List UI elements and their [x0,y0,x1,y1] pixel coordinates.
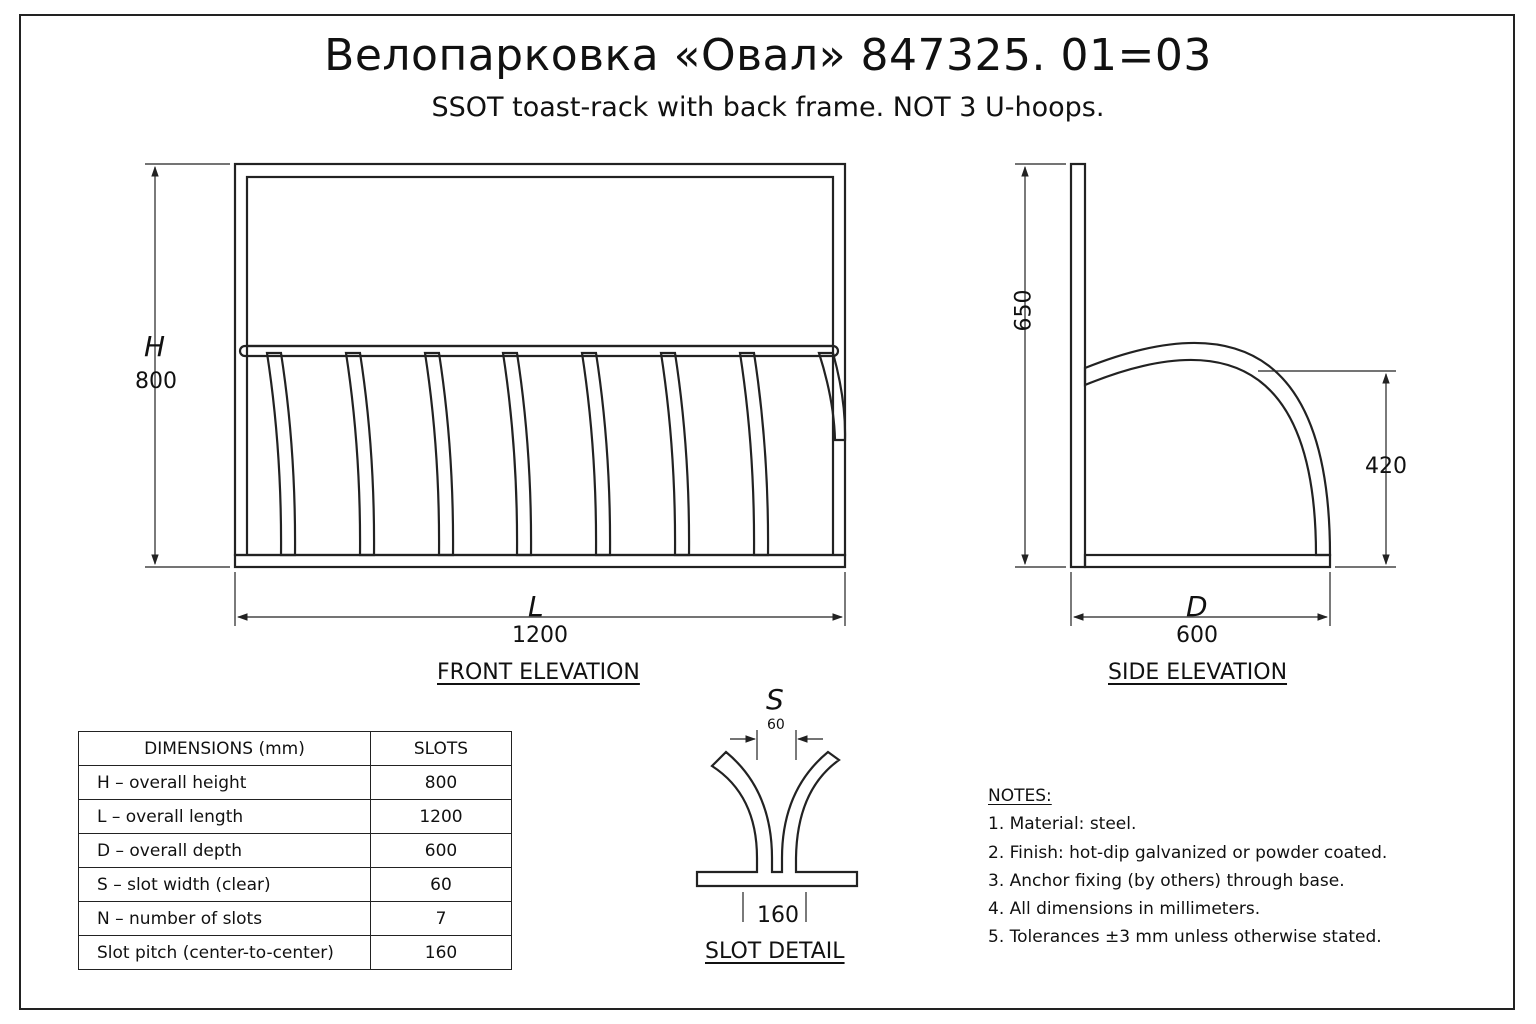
table-cell: 800 [371,766,512,800]
table-cell: N – number of slots [79,902,371,936]
side-elevation-title: SIDE ELEVATION [1108,660,1288,685]
table-row [79,766,512,800]
notes-block [988,782,1387,952]
front-slot-tines [267,353,845,555]
table-row [79,868,512,902]
slot-detail-title: SLOT DETAIL [705,939,845,964]
table-cell: 60 [371,868,512,902]
notes-heading: NOTES: [988,786,1052,806]
side-base-bar [1085,555,1330,567]
front-back-panel [247,177,833,346]
slot-profile [697,752,857,886]
slot-detail [697,730,857,922]
table-row [79,800,512,834]
table-cell: 1200 [371,800,512,834]
table-row [79,936,512,970]
front-top-rail [240,346,838,356]
front-l-symbol: L [528,590,544,623]
front-l-value: 1200 [512,623,568,648]
side-elevation [1015,164,1396,626]
table-cell: D – overall depth [79,834,371,868]
slot-s-symbol: S [766,683,784,716]
dimensions-table [78,731,512,970]
table-cell: 600 [371,834,512,868]
front-h-symbol: H [144,330,166,363]
side-back-post [1071,164,1085,567]
front-elevation-title: FRONT ELEVATION [437,660,640,685]
table-cell: L – overall length [79,800,371,834]
side-loop-value: 420 [1365,454,1407,479]
note-item: 1. Material: steel. [988,814,1137,835]
table-row [79,834,512,868]
side-height-value: 650 [1011,289,1037,332]
front-elevation [145,164,845,626]
table-header-cell: SLOTS [371,732,512,766]
note-item: 5. Tolerances ±3 mm unless otherwise stated. [988,927,1382,948]
front-base-bar [235,555,845,567]
note-item: 3. Anchor fixing (by others) through base. [988,870,1345,891]
side-d-symbol: D [1186,590,1208,623]
table-header-cell: DIMENSIONS (mm) [79,732,371,766]
slot-s-value: 60 [767,717,785,733]
slot-pitch-value: 160 [757,903,799,928]
drawing-subtitle: SSOT toast-rack with back frame. NOT 3 U-hoops. [431,92,1105,123]
table-cell: 7 [371,902,512,936]
note-item: 2. Finish: hot-dip galvanized or powder coated. [988,842,1388,863]
note-item: 4. All dimensions in millimeters. [988,899,1261,920]
side-d-value: 600 [1176,623,1218,648]
table-row [79,902,512,936]
front-h-value: 800 [135,369,177,394]
table-cell: S – slot width (clear) [79,868,371,902]
side-hoop [1085,343,1330,555]
drawing-title: Велопарковка «Овал» 847325. 01=03 [324,30,1212,81]
table-header-row [79,732,512,766]
table-cell: 160 [371,936,512,970]
table-cell: Slot pitch (center-to-center) [79,936,371,970]
table-cell: H – overall height [79,766,371,800]
